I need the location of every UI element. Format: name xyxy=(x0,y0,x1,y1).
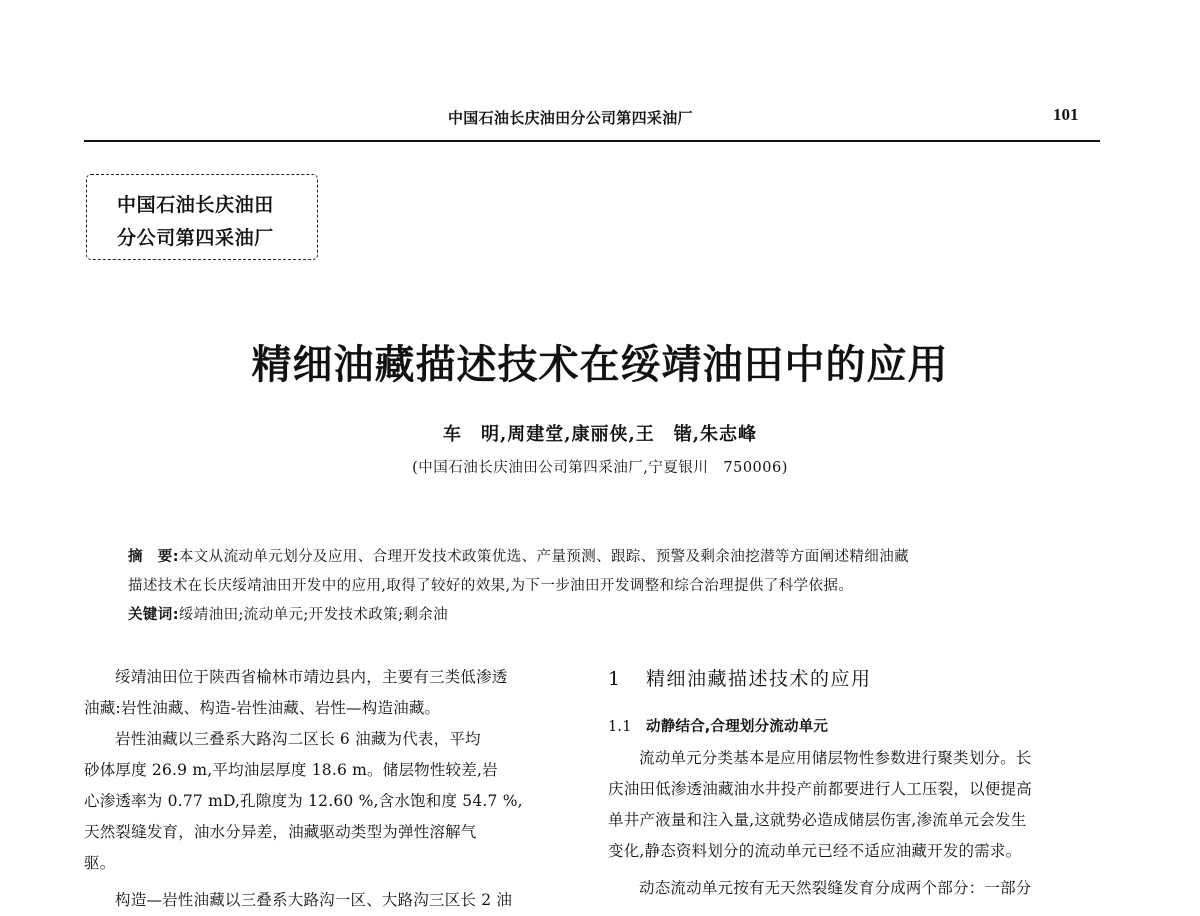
section-number: 1 xyxy=(608,668,622,690)
keywords-label: 关键词: xyxy=(128,607,179,623)
subsection-number: 1.1 xyxy=(608,719,632,735)
right-column xyxy=(608,662,1100,904)
keywords-text: 绥靖油田;流动单元;开发技术政策;剩余油 xyxy=(178,607,449,623)
left-p2-line3: 心渗透率为 0.77 mD,孔隙度为 12.60 %,含水饱和度 54.7 %, xyxy=(84,792,523,810)
left-p3-line1: 构造—岩性油藏以三叠系大路沟一区、大路沟三区长 2 油 xyxy=(115,891,513,909)
subsection-heading xyxy=(608,712,1100,743)
left-p1-line1: 绥靖油田位于陕西省榆林市靖边县内，主要有三类低渗透 xyxy=(115,668,508,686)
left-p1-line2: 油藏:岩性油藏、构造-岩性油藏、岩性—构造油藏。 xyxy=(84,699,441,717)
keywords-line xyxy=(128,601,1088,630)
right-p1-line3: 单井产液量和注入量,这就势必造成储层伤害,渗流单元会发生 xyxy=(608,811,1027,829)
page-number: 101 xyxy=(1053,105,1079,124)
author-list: 车 明,周建堂,康丽侠,王 锴,朱志峰 xyxy=(442,424,758,445)
left-column xyxy=(84,662,587,916)
section-title: 精细油藏描述技术的应用 xyxy=(646,668,872,690)
running-header-journal: 中国石油长庆油田分公司第四采油厂 xyxy=(448,109,693,127)
right-p1-line1: 流动单元分类基本是应用储层物性参数进行聚类划分。长 xyxy=(639,749,1032,767)
subsection-title: 动静结合,合理划分流动单元 xyxy=(646,719,829,735)
abstract-line-1 xyxy=(128,543,1088,572)
right-p1-line2: 庆油田低渗透油藏油水井投产前都要进行人工压裂，以便提高 xyxy=(608,780,1032,798)
right-p1-line4: 变化,静态资料划分的流动单元已经不适应油藏开发的需求。 xyxy=(608,842,1022,860)
abstract-text-1: 本文从流动单元划分及应用、合理开发技术政策优选、产量预测、跟踪、预警及剩余油挖潜等方面阐述精细油藏 xyxy=(178,549,910,565)
unit-stamp-box xyxy=(86,174,318,260)
section-heading xyxy=(608,662,1100,696)
left-p2-line1: 岩性油藏以三叠系大路沟二区长 6 油藏为代表，平均 xyxy=(115,730,481,748)
author-affiliation: (中国石油长庆油田公司第四采油厂,宁夏银川 750006) xyxy=(412,460,788,476)
abstract-label: 摘 要: xyxy=(128,549,179,565)
running-header xyxy=(0,103,1200,133)
left-p2-line5: 驱。 xyxy=(84,854,116,872)
unit-stamp-line2: 分公司第四采油厂 xyxy=(117,227,274,249)
abstract-line-2: 描述技术在长庆绥靖油田开发中的应用,取得了较好的效果,为下一步油田开发调整和综合治理提供了科学依据。 xyxy=(128,578,854,594)
right-p2-line1: 动态流动单元按有无天然裂缝发育分成两个部分：一部分 xyxy=(639,879,1032,897)
header-rule xyxy=(84,140,1100,142)
paper-title: 精细油藏描述技术在绥靖油田中的应用 xyxy=(251,342,949,388)
left-p2-line2: 砂体厚度 26.9 m,平均油层厚度 18.6 m。储层物性较差,岩 xyxy=(84,761,498,779)
left-p2-line4: 天然裂缝发育，油水分异差，油藏驱动类型为弹性溶解气 xyxy=(84,823,477,841)
unit-stamp-line1: 中国石油长庆油田 xyxy=(117,194,274,216)
abstract-block xyxy=(128,543,1088,630)
